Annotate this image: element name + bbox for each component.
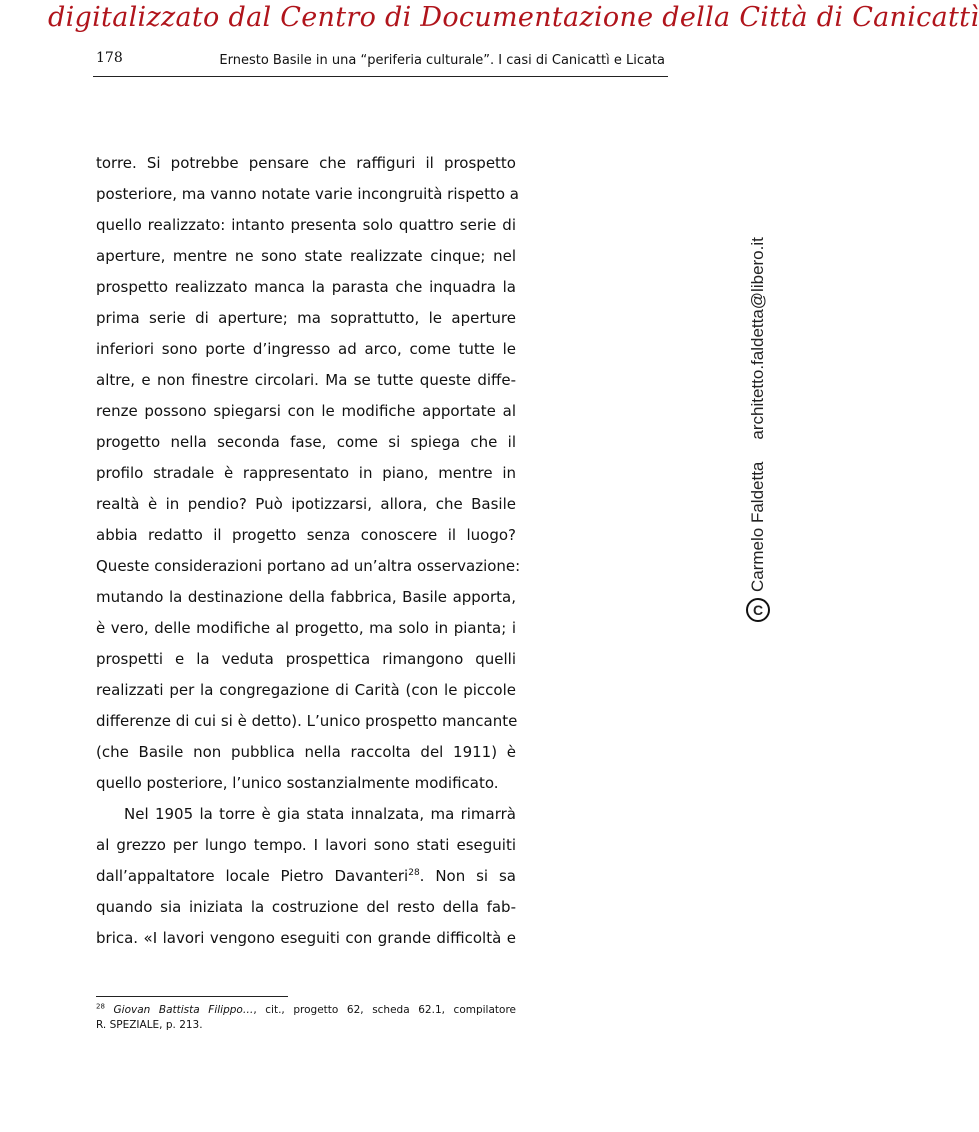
- header-rule: [93, 76, 668, 77]
- text-line: prospetto realizzato manca la parasta che inquadra la: [96, 278, 516, 296]
- text-line: realizzati per la congregazione di Carità (con le piccole: [96, 681, 516, 699]
- text-line: altre, e non finestre circolari. Ma se tutte queste diffe-: [96, 371, 516, 389]
- text-line: (che Basile non pubblica nella raccolta del 1911) è: [96, 743, 516, 761]
- footnote-reference[interactable]: 28: [408, 868, 420, 878]
- footnote-line: R. SPEZIALE, p. 213.: [96, 1019, 203, 1031]
- text-line: brica. «I lavori vengono eseguiti con grande difficoltà e: [96, 929, 516, 947]
- text-line: realtà è in pendio? Può ipotizzarsi, allora, che Basile: [96, 495, 516, 513]
- credit-email[interactable]: architetto.faldetta@libero.it: [748, 237, 767, 440]
- text-segment: . Non si sa: [419, 867, 516, 885]
- text-line: al grezzo per lungo tempo. I lavori sono stati eseguiti: [96, 836, 516, 854]
- text-line: progetto nella seconda fase, come si spiega che il: [96, 433, 516, 451]
- text-line: quello realizzato: intanto presenta solo quattro serie di: [96, 216, 516, 234]
- text-line: quello posteriore, l’unico sostanzialmente modificato.: [96, 774, 499, 792]
- text-line: quando sia iniziata la costruzione del resto della fab-: [96, 898, 516, 916]
- text-line: prima serie di aperture; ma soprattutto, le aperture: [96, 309, 516, 327]
- text-line: prospetti e la veduta prospettica rimangono quelli: [96, 650, 516, 668]
- footnote: [96, 1003, 516, 1033]
- footnote-number: 28: [96, 1002, 105, 1011]
- footnote-line: [96, 1003, 516, 1018]
- text-line: Nel 1905 la torre è gia stata innalzata, ma rimarrà: [124, 805, 516, 823]
- footnote-title: Giovan Battista Filippo…: [113, 1004, 254, 1016]
- body-text: [96, 148, 521, 954]
- text-line: profilo stradale è rappresentato in piano, mentre in: [96, 464, 516, 482]
- text-line: renze possono spiegarsi con le modifiche apportate al: [96, 402, 516, 420]
- text-line: mutando la destinazione della fabbrica, Basile apporta,: [96, 588, 516, 606]
- text-line: aperture, mentre ne sono state realizzate cinque; nel: [96, 247, 516, 265]
- credit-name: Carmelo Faldetta: [748, 461, 767, 592]
- text-line: Queste considerazioni portano ad un’altra osservazione:: [96, 557, 521, 575]
- copyright-icon: C: [746, 598, 770, 622]
- running-title: Ernesto Basile in una “periferia culturale”. I casi di Canicattì e Licata: [219, 53, 665, 68]
- text-line: posteriore, ma vanno notate varie incongruità rispetto a: [96, 185, 519, 203]
- text-line: è vero, delle modifiche al progetto, ma solo in pianta; i: [96, 619, 516, 637]
- page-number: 178: [96, 50, 123, 66]
- watermark-banner: digitalizzato dal Centro di Documentazione della Città di Canicattì: [48, 2, 979, 33]
- text-line: torre. Si potrebbe pensare che raffiguri il prospetto: [96, 154, 516, 172]
- text-line-with-note: [96, 861, 516, 892]
- footnote-text: , cit., progetto 62, scheda 62.1, compilatore: [253, 1004, 516, 1016]
- text-line: inferiori sono porte d’ingresso ad arco, come tutte le: [96, 340, 516, 358]
- text-line: abbia redatto il progetto senza conoscere il luogo?: [96, 526, 516, 544]
- footnote-rule: [96, 996, 288, 997]
- side-credit: [746, 237, 770, 622]
- text-line: differenze di cui si è detto). L’unico prospetto mancante: [96, 712, 518, 730]
- text-segment: dall’appaltatore locale Pietro Davanteri: [96, 867, 409, 885]
